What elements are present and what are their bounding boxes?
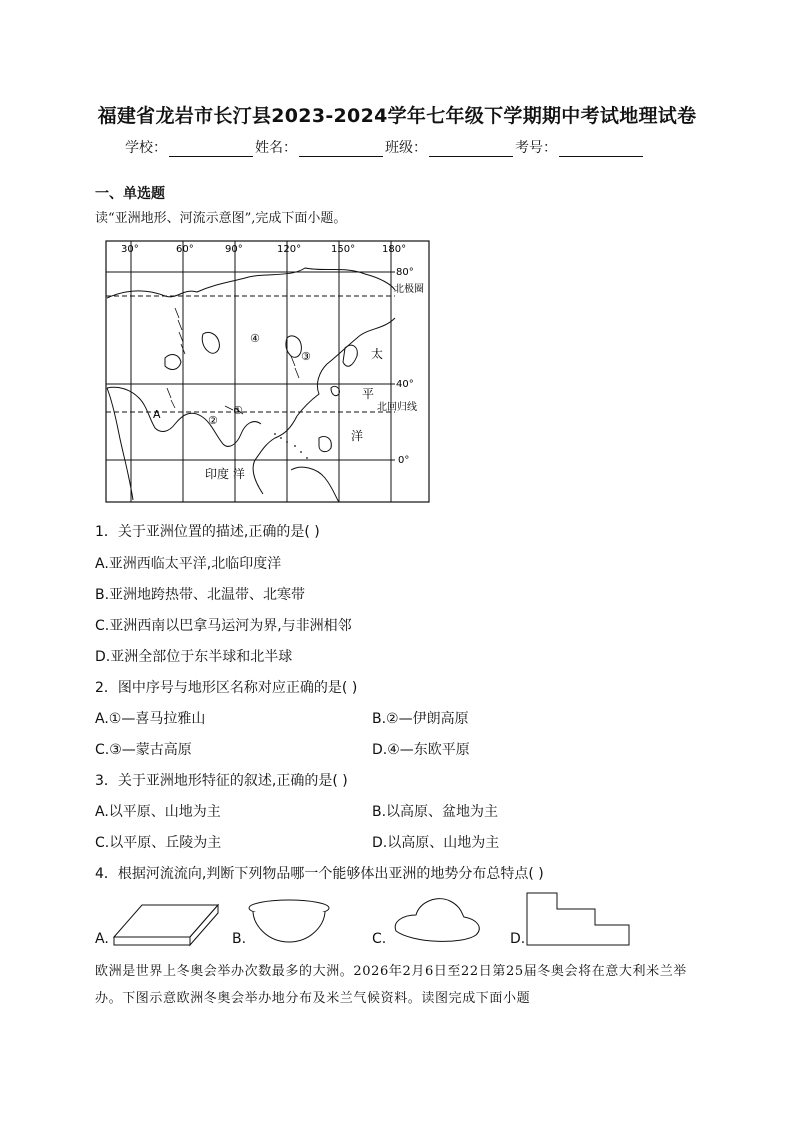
- region-a: A: [153, 408, 161, 421]
- question-3-option-d[interactable]: D.以高原、山地为主: [372, 835, 500, 851]
- school-label: 学校：: [125, 140, 167, 156]
- staircase-shape: [525, 891, 635, 947]
- indian-ocean-label: 印度 洋: [205, 467, 245, 481]
- question-1-option-c[interactable]: C.亚洲西南以巴拿马运河为界,与非洲相邻: [95, 618, 352, 634]
- pacific-char-1: 太: [371, 347, 384, 361]
- asia-map: [105, 238, 431, 504]
- hat-shape: [390, 893, 486, 945]
- school-field[interactable]: [169, 142, 253, 157]
- pacific-char-2: 平: [362, 387, 375, 401]
- map-intro: 读“亚洲地形、河流示意图”,完成下面小题。: [95, 211, 347, 226]
- class-field[interactable]: [429, 142, 513, 157]
- flat-board-shape: [110, 899, 222, 947]
- question-4-option-b[interactable]: B.: [232, 931, 247, 947]
- question-2-option-d[interactable]: D.④—东欧平原: [372, 742, 470, 758]
- lon-label-90: 90°: [225, 244, 243, 255]
- section-title: 一、单选题: [95, 186, 165, 202]
- lon-label-150: 150°: [331, 244, 356, 255]
- question-4-option-a[interactable]: A.: [95, 931, 109, 947]
- question-1-stem: 1．关于亚洲位置的描述,正确的是( ): [95, 524, 320, 540]
- number-field[interactable]: [559, 142, 643, 157]
- marker-3: ③: [301, 350, 311, 363]
- question-1-option-b[interactable]: B.亚洲地跨热带、北温带、北寒带: [95, 587, 306, 603]
- marker-1: ①: [233, 404, 243, 417]
- arctic-circle-label: 北极圈: [394, 284, 424, 295]
- class-label: 班级：: [385, 140, 427, 156]
- question-1-option-d[interactable]: D.亚洲全部位于东半球和北半球: [95, 649, 293, 665]
- pacific-char-3: 洋: [351, 429, 364, 443]
- marker-4: ④: [250, 332, 260, 345]
- question-2-stem: 2．图中序号与地形区名称对应正确的是( ): [95, 680, 358, 696]
- bowl-shape: [246, 896, 332, 948]
- question-4-option-d[interactable]: D.: [510, 931, 526, 947]
- lat-label-80: 80°: [396, 267, 414, 278]
- tropic-label: 北回归线: [377, 402, 417, 413]
- question-2-option-b[interactable]: B.②—伊朗高原: [372, 711, 469, 727]
- question-3-stem: 3．关于亚洲地形特征的叙述,正确的是( ): [95, 773, 348, 789]
- name-field[interactable]: [299, 142, 383, 157]
- lat-label-0: 0°: [398, 455, 410, 466]
- lat-label-40: 40°: [396, 379, 414, 390]
- marker-2: ②: [208, 414, 218, 427]
- exam-title: 福建省龙岩市长汀县2023-2024学年七年级下学期期中考试地理试卷: [97, 105, 697, 127]
- question-1-option-a[interactable]: A.亚洲西临太平洋,北临印度洋: [95, 556, 282, 572]
- question-3-option-a[interactable]: A.以平原、山地为主: [95, 804, 221, 820]
- question-3-option-c[interactable]: C.以平原、丘陵为主: [95, 835, 222, 851]
- name-label: 姓名：: [255, 140, 297, 156]
- question-3-option-b[interactable]: B.以高原、盆地为主: [372, 804, 499, 820]
- lon-label-30: 30°: [121, 244, 139, 255]
- lon-label-120: 120°: [277, 244, 302, 255]
- question-4-option-c[interactable]: C.: [372, 931, 387, 947]
- reading-paragraph: 欧洲是世界上冬奥会举办次数最多的大洲。2026年2月6日至22日第25届冬奥会将在意大利米兰举办。下图示意欧洲冬奥会举办地分布及米兰气候资料。读图完成下面小题: [95, 964, 687, 1006]
- question-4-stem: 4．根据河流流向,判断下列物品哪一个能够体出亚洲的地势分布总特点( ): [95, 866, 544, 882]
- number-label: 考号：: [515, 140, 557, 156]
- question-2-option-c[interactable]: C.③—蒙古高原: [95, 742, 192, 758]
- question-2-option-a[interactable]: A.①—喜马拉雅山: [95, 711, 206, 727]
- lon-label-180: 180°: [382, 244, 407, 255]
- student-info-line: [125, 137, 645, 157]
- lon-label-60: 60°: [176, 244, 194, 255]
